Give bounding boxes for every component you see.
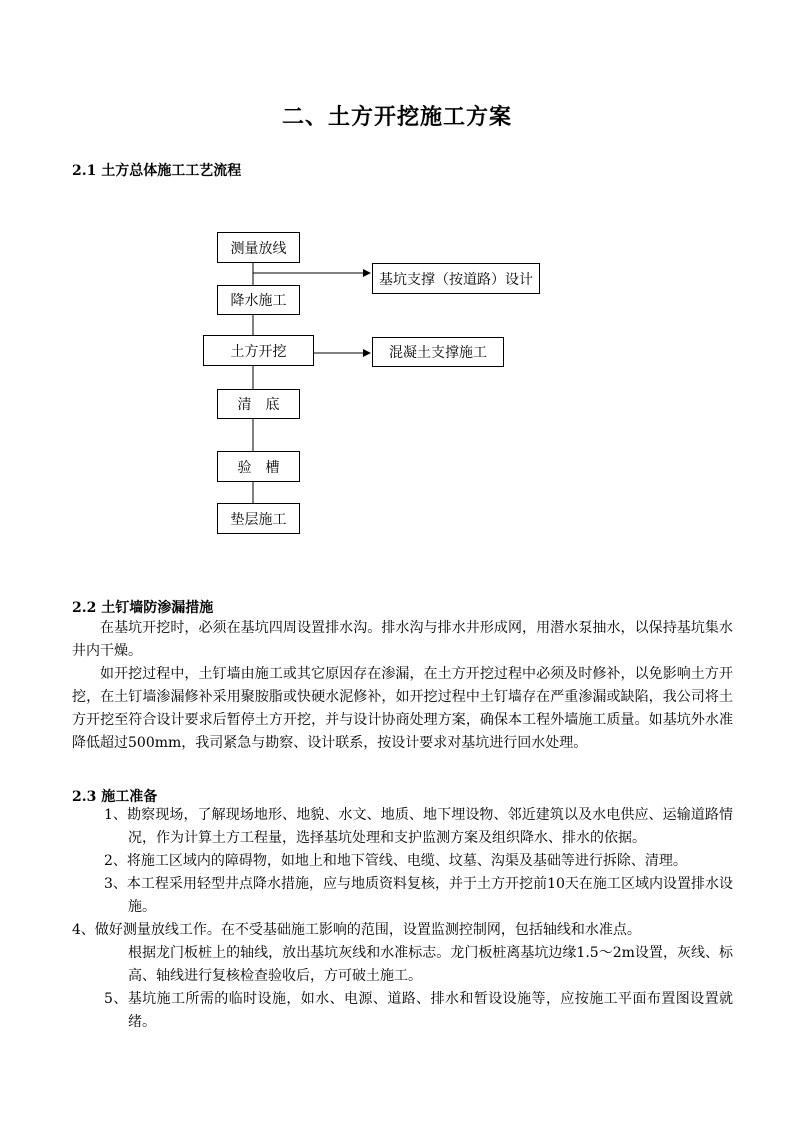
section-heading-2-3: 2.3 施工准备 [72,789,158,805]
section-2-2-body [72,617,733,755]
flow-step-concrete-support: 混凝土支撑施工 [372,337,504,367]
flow-step-inspect: 验 槽 [217,451,300,482]
list-item-5: 5、基坑施工所需的临时设施，如水、电源、道路、排水和暂设设施等，应按施工平面布置图设置就绪。 [104,991,733,1030]
list-item-2: 2、将施工区域内的障碍物，如地上和地下管线、电缆、坟墓、沟渠及基础等进行拆除、清理。 [104,853,687,869]
section-heading-2-1: 2.1 土方总体施工工艺流程 [72,163,242,179]
flow-step-support-design: 基坑支撑（按道路）设计 [372,263,540,294]
flow-step-cushion: 垫层施工 [217,503,300,534]
paragraph-drainage: 在基坑开挖时，必须在基坑四周设置排水沟。排水沟与排水井形成网，用潜水泵抽水，以保持基坑集水井内干燥。 [72,620,733,659]
flow-step-clean: 清 底 [217,389,300,419]
list-item-1: 1、勘察现场，了解现场地形、地貌、水文、地质、地下埋设物、邻近建筑以及水电供应、运输道路情况，作为计算土方工程量，选择基坑处理和支护监测方案及组织降水、排水的依据。 [104,807,733,846]
list-item-4-continued: 根据龙门板桩上的轴线，放出基坑灰线和水准标志。龙门板桩离基坑边缘1.5～2m设置，灰线、标高、轴线进行复核检查验收后，方可破土施工。 [128,945,733,984]
paragraph-leak-repair: 如开挖过程中，土钉墙由施工或其它原因存在渗漏，在土方开挖过程中必须及时修补，以免影响土方开挖，在土钉墙渗漏修补采用聚胺脂或快硬水泥修补，如开挖过程中土钉墙存在严重渗漏或缺陷，我公司将土方开挖至符合设计要求后暂停土方开挖，并与设计协商处理方案，确保本工程外墙施工质量。如基坑外水准降低超过500mm，我司紧急与勘察、设计联系，按设计要求对基坑进行回水处理。 [72,666,733,751]
section-heading-2-2: 2.2 土钉墙防渗漏措施 [72,600,214,616]
page-title: 二、土方开挖施工方案 [281,104,512,130]
list-item-3: 3、本工程采用轻型井点降水措施，应与地质资料复核，并于土方开挖前10天在施工区域内设置排水设施。 [104,876,733,915]
flow-step-dewater: 降水施工 [217,285,300,315]
section-2-3-body [72,804,733,1034]
list-item-4: 4、做好测量放线工作。在不受基础施工影响的范围，设置监测控制网，包括轴线和水准点。 [72,922,641,938]
flow-step-measure: 测量放线 [217,232,300,263]
flow-step-excavate: 土方开挖 [203,335,314,366]
